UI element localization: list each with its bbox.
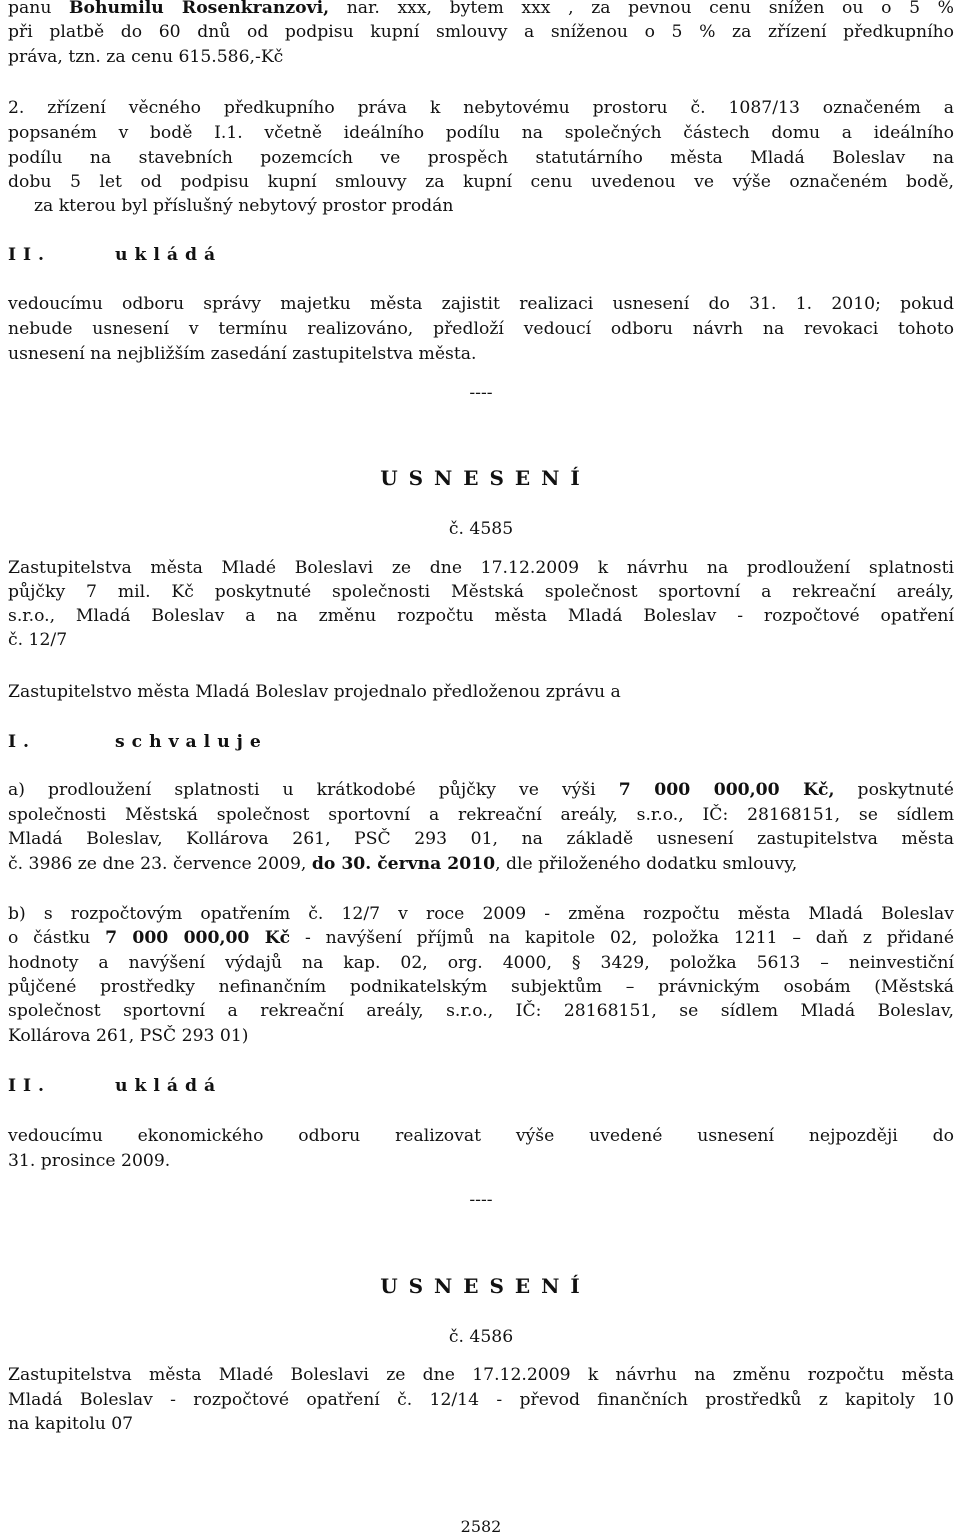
res1-b-line-1: b) s rozpočtovým opatřením č. 12/7 v roce 2009 - změna rozpočtu města Mladá Boleslav	[8, 904, 954, 924]
intro-line-3: práva, tzn. za cenu 615.586,-Kč	[8, 47, 284, 67]
item2-line-5: za kterou byl příslušný nebytový prostor prodán	[34, 196, 454, 216]
item2-line-1: 2. zřízení věcného předkupního práva k nebytovému prostoru č. 1087/13 označeném a	[8, 98, 954, 118]
res1-b-line-3: hodnoty a navýšení výdajů na kap. 02, org. 4000, § 3429, položka 5613 – neinvestiční	[8, 953, 954, 973]
section-heading-2-number: I I .	[8, 245, 45, 265]
intro-line-1: panu Bohumilu Rosenkranzovi, nar. xxx, bytem xxx , za pevnou cenu snížen ou o 5 %	[8, 0, 954, 18]
res1-b-line-4: půjčené prostředky nefinančním podnikatelským subjektům – právnickým osobám (Městská	[8, 977, 954, 997]
section-heading-2-word: u k l á d á	[115, 245, 216, 265]
res1-a-line-2: společnosti Městská společnost sportovní a rekreační areály, s.r.o., IČ: 28168151, se sídlem	[8, 805, 954, 825]
item2-line-3: podílu na stavebních pozemcích ve prospěch statutárního města Mladá Boleslav na	[8, 148, 954, 168]
separator: ----	[469, 1190, 493, 1210]
section-heading-2b-word: u k l á d á	[115, 1076, 216, 1096]
res1-u-line-1: vedoucímu ekonomického odboru realizovat výše uvedené usnesení nejpozději do	[8, 1126, 954, 1146]
item2-line-2: popsaném v bodě I.1. včetně ideálního podílu na společných částech domu a ideálního	[8, 123, 954, 143]
res1-a-line-1: a) prodloužení splatnosti u krátkodobé půjčky ve výši 7 000 000,00 Kč, poskytnuté	[8, 780, 954, 800]
separator: ----	[469, 383, 493, 403]
res2-line-2: Mladá Boleslav - rozpočtové opatření č. 12/14 - převod finančních prostředků z kapitoly 10	[8, 1390, 954, 1410]
res2-line-1: Zastupitelstva města Mladé Boleslavi ze dne 17.12.2009 k návrhu na změnu rozpočtu města	[8, 1365, 954, 1385]
res1-line-1: Zastupitelstva města Mladé Boleslavi ze dne 17.12.2009 k návrhu na prodloužení splatnosti	[8, 558, 954, 578]
res1-line-4: č. 12/7	[8, 630, 68, 650]
res1-b-line-2: o částku 7 000 000,00 Kč - navýšení příjmů na kapitole 02, položka 1211 – daň z přidané	[8, 928, 955, 948]
resolution-number: č. 4585	[448, 519, 514, 539]
res1-b-line-6: Kollárova 261, PSČ 293 01)	[8, 1026, 249, 1046]
res1-u-line-2: 31. prosince 2009.	[8, 1151, 171, 1171]
section-heading-1-word: s c h v a l u j e	[115, 732, 262, 752]
resolution-title: U S N E S E N Í	[380, 1274, 582, 1298]
page-number: 2582	[460, 1517, 502, 1536]
res1-a-line-4: č. 3986 ze dne 23. července 2009, do 30. června 2010, dle přiloženého dodatku smlouvy,	[8, 854, 798, 874]
item2-line-4: dobu 5 let od podpisu kupní smlouvy za kupní cenu uvedenou ve výše označeném bodě,	[8, 172, 954, 192]
resolution-number: č. 4586	[448, 1327, 514, 1347]
resolution-title: U S N E S E N Í	[380, 466, 582, 490]
res1-line-2: půjčky 7 mil. Kč poskytnuté společnosti Městská společnost sportovní a rekreační areály,	[8, 582, 954, 602]
sec2-line-1: vedoucímu odboru správy majetku města zajistit realizaci usnesení do 31. 1. 2010; pokud	[8, 294, 954, 314]
intro-line-2: při platbě do 60 dnů od podpisu kupní smlouvy a sníženou o 5 % za zřízení předkupního	[8, 22, 954, 42]
sec2-line-2: nebude usnesení v termínu realizováno, předloží vedoucí odboru návrh na revokaci tohoto	[8, 319, 954, 339]
sec2-line-3: usnesení na nejbližším zasedání zastupitelstva města.	[8, 344, 477, 364]
res1-intro: Zastupitelstvo města Mladá Boleslav projednalo předloženou zprávu a	[8, 682, 621, 702]
section-heading-2b-number: I I .	[8, 1076, 45, 1096]
section-heading-1-number: I .	[8, 732, 30, 752]
res1-a-line-3: Mladá Boleslav, Kollárova 261, PSČ 293 01, na základě usnesení zastupitelstva města	[8, 829, 954, 849]
res1-line-3: s.r.o., Mladá Boleslav a na změnu rozpočtu města Mladá Boleslav - rozpočtové opatření	[8, 606, 954, 626]
res1-b-line-5: společnost sportovní a rekreační areály, s.r.o., IČ: 28168151, se sídlem Mladá Boleslav,	[8, 1001, 954, 1021]
res2-line-3: na kapitolu 07	[8, 1414, 134, 1434]
